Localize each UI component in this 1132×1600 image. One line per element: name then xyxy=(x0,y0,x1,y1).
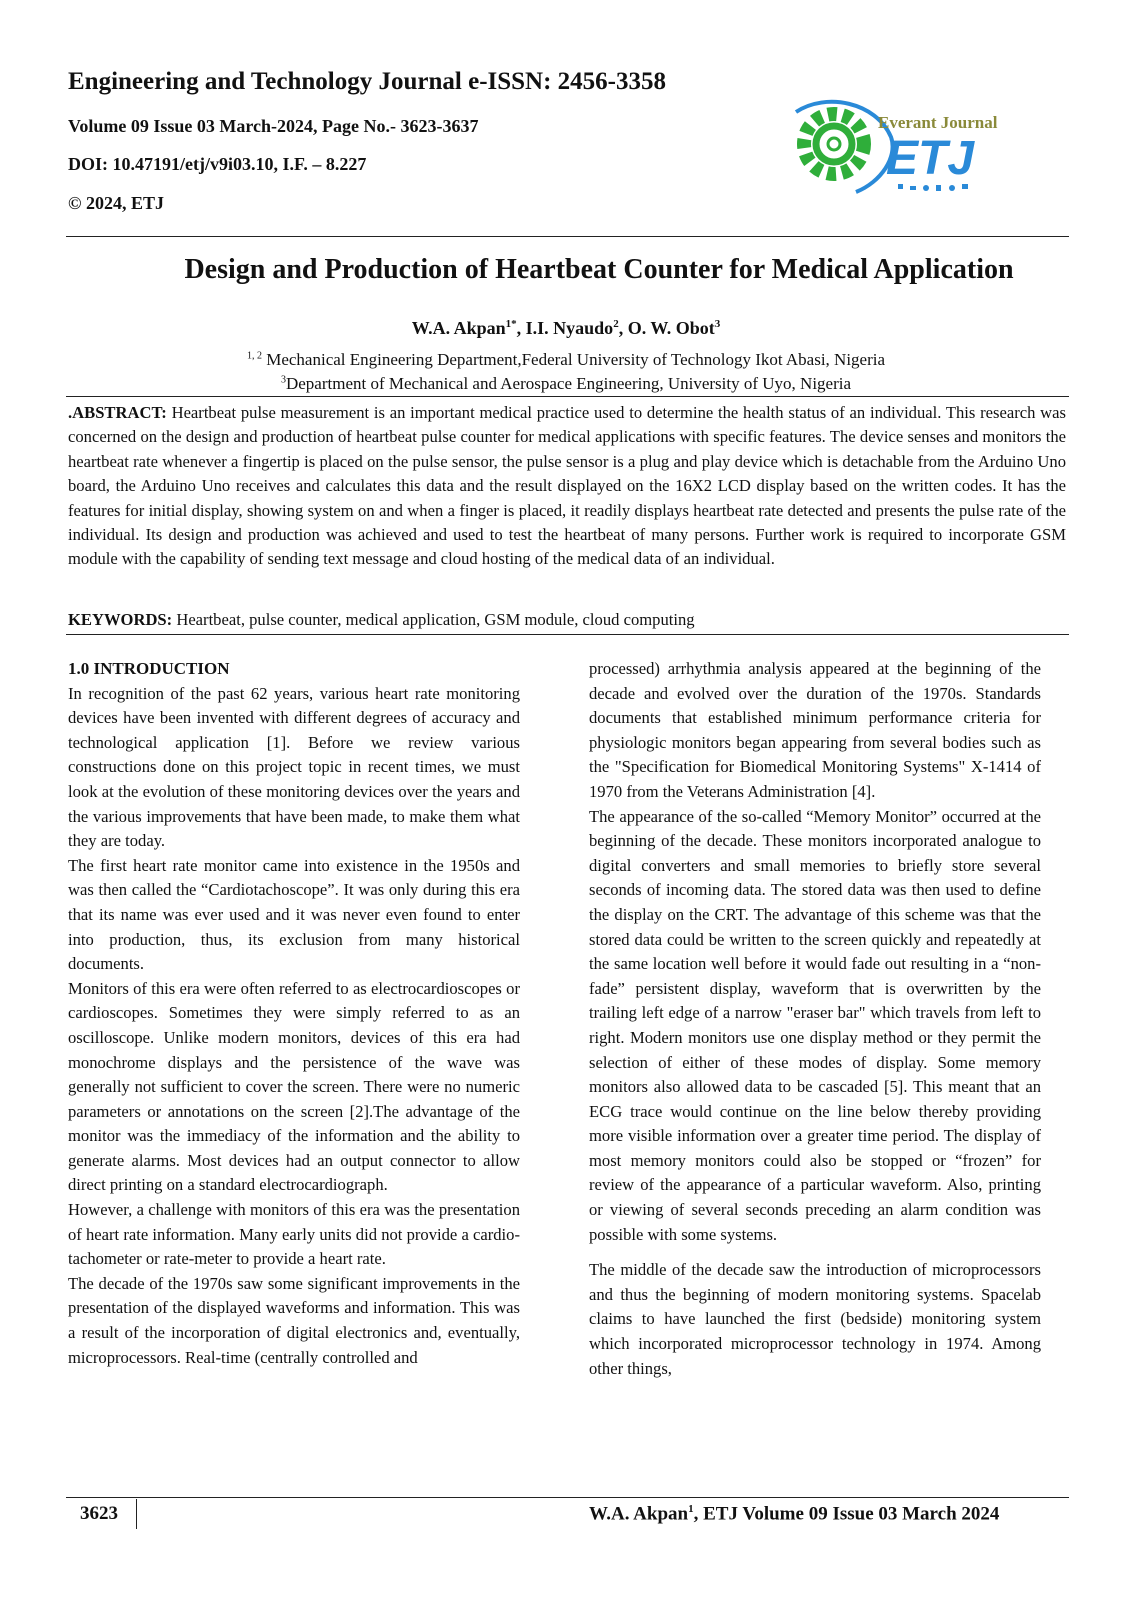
author-list xyxy=(0,318,1132,339)
abstract-text: Heartbeat pulse measurement is an important medical practice used to determine the health status of an individual. This research was concerned on the design and production of heartbeat pulse counter for medical applications with specific features. The device senses and monitors the heartbeat rate whenever a fingertip is placed on the pulse sensor, the pulse sensor is a plug and play device which is detachable from the Arduino Uno board, the Arduino Uno receives and calculates this data and the result displayed on the 16X2 LCD display based on the written codes. It has the features for initial display, showing system on and when a finger is placed, it readily displays heartbeat rate detected and presents the pulse rate of the individual. Its design and production was achieved and used to test the heartbeat of many persons. Further work is required to incorporate GSM module with the capability of sending text message and cloud hosting of the medical data of an individual. xyxy=(68,403,1066,569)
body-paragraph: The first heart rate monitor came into existence in the 1950s and was then called the “Cardiotachoscope”. It was only during this era that its name was ever used and it was never even found to enter into production, thus, its exclusion from many historical documents. xyxy=(68,855,520,974)
abstract-label: .ABSTRACT: xyxy=(68,403,167,422)
logo-main-text: ETJ xyxy=(886,132,975,185)
author-marker: 1* xyxy=(505,318,517,330)
affiliation-1 xyxy=(0,350,1132,370)
running-footer xyxy=(589,1503,999,1525)
abstract xyxy=(68,401,1066,572)
body-paragraph: processed) arrhythmia analysis appeared at the beginning of the decade and evolved over the duration of the 1970s. Standards documents that established minimum performance criteria for physiologic monitors began appearing from several bodies such as the "Specification for Biomedical Monitoring Systems" X-1414 of 1970 from the Veterans Administration [4]. xyxy=(589,659,1041,801)
running-rest: , ETJ Volume 09 Issue 03 March 2024 xyxy=(693,1503,1000,1525)
body-paragraph: The decade of the 1970s saw some significant improvements in the presentation of the displayed waveforms and information. This was a result of the incorporation of digital electronics and, eventually, microprocessors. Real-time (centrally controlled and xyxy=(68,1273,520,1367)
right-column xyxy=(589,657,1041,1381)
volume-line: Volume 09 Issue 03 March-2024, Page No.- 3623-3637 xyxy=(68,116,479,136)
author-marker: 2 xyxy=(613,318,619,330)
section-heading: 1.0 INTRODUCTION xyxy=(68,659,230,678)
running-marker: 1 xyxy=(688,1503,694,1515)
decor-marks-icon xyxy=(898,184,968,191)
author-name: I.I. Nyaudo xyxy=(525,318,614,338)
body-paragraph: The middle of the decade saw the introduction of microprocessors and thus the beginning of modern monitoring systems. Spacelab claims to have launched the first (bedside) monitoring system which incorporated microprocessor technology in 1974. Among other things, xyxy=(589,1260,1041,1378)
body-paragraph: Monitors of this era were often referred to as electrocardioscopes or cardioscopes. Sometimes they were simply referred to as an oscilloscope. Unlike modern monitors, devices of this era had monochrome displays and the persistence of the wave was generally not sufficient to cover the screen. There were no numeric parameters or annotations on the screen [2].The advantage of the monitor was the immediacy of the information and the ability to generate alarms. Most devices had an output connector to allow direct printing on a standard electrocardiograph. xyxy=(68,978,520,1195)
keywords-bottom-rule xyxy=(66,634,1069,635)
doi-line: DOI: 10.47191/etj/v9i03.10, I.F. – 8.227 xyxy=(68,154,367,174)
journal-logo xyxy=(786,92,1026,212)
author-name: W.A. Akpan xyxy=(411,318,506,338)
affiliation-marker: 3 xyxy=(280,374,286,386)
affiliation-text: Mechanical Engineering Department,Federal University of Technology Ikot Abasi, Nigeria xyxy=(261,350,886,369)
footer-rule xyxy=(66,1497,1069,1498)
footer-separator xyxy=(136,1499,137,1529)
author-name: O. W. Obot xyxy=(627,318,715,338)
keywords xyxy=(68,610,1066,630)
left-column xyxy=(68,657,520,1370)
body-paragraph: In recognition of the past 62 years, various heart rate monitoring devices have been invented with different degrees of accuracy and technological application [1]. Before we review various constructions done on this project topic in recent times, we must look at the evolution of these monitoring devices over the years and the various improvements that have been made, to make them what they are today. xyxy=(68,683,520,851)
author-separator: , xyxy=(618,318,628,338)
author-marker: 3 xyxy=(714,318,721,330)
running-author: W.A. Akpan xyxy=(589,1503,689,1525)
keywords-text: Heartbeat, pulse counter, medical application, GSM module, cloud computing xyxy=(172,610,695,629)
gear-icon xyxy=(804,114,864,174)
keywords-label: KEYWORDS: xyxy=(68,610,173,629)
body-paragraph: The appearance of the so-called “Memory Monitor” occurred at the beginning of the decade. These monitors incorporated analogue to digital converters and small memories to briefly store several seconds of incoming data. The stored data was then used to define the display on the CRT. The advantage of this scheme was that the stored data could be written to the screen quickly and repeatedly at the same location well before it would fade out resulting in a “non-fade” persistent display, waveform that is overwritten by the trailing left edge of a narrow "eraser bar" which travels from left to right. Modern monitors use one display method or they permit the selection of either of these modes of display. Some memory monitors also allowed data to be cascaded [5]. This meant that an ECG trace would continue on the line below thereby providing more visible information over a greater time period. The display of most memory monitors could also be stopped or “frozen” for review of the appearance of a particular waveform. Also, printing or viewing of several seconds preceding an alarm condition was possible with some systems. xyxy=(589,806,1041,1244)
page-number: 3623 xyxy=(80,1503,118,1524)
affiliation-text: Department of Mechanical and Aerospace Engineering, University of Uyo, Nigeria xyxy=(285,374,852,393)
paper-title: Design and Production of Heartbeat Counter for Medical Application xyxy=(184,254,1014,285)
header-rule xyxy=(66,236,1069,237)
copyright-line: © 2024, ETJ xyxy=(68,193,164,213)
logo-top-text: Everant Journal xyxy=(878,113,998,132)
author-separator: , xyxy=(516,318,526,338)
body-paragraph: However, a challenge with monitors of this era was the presentation of heart rate information. Many early units did not provide a cardio-tachometer or rate-meter to provide a heart rate. xyxy=(68,1200,520,1269)
affiliation-2 xyxy=(0,374,1132,394)
abstract-top-rule xyxy=(66,396,1069,397)
affiliation-marker: 1, 2 xyxy=(246,350,262,362)
journal-name: Engineering and Technology Journal e-ISSN: 2456-3358 xyxy=(68,68,667,95)
